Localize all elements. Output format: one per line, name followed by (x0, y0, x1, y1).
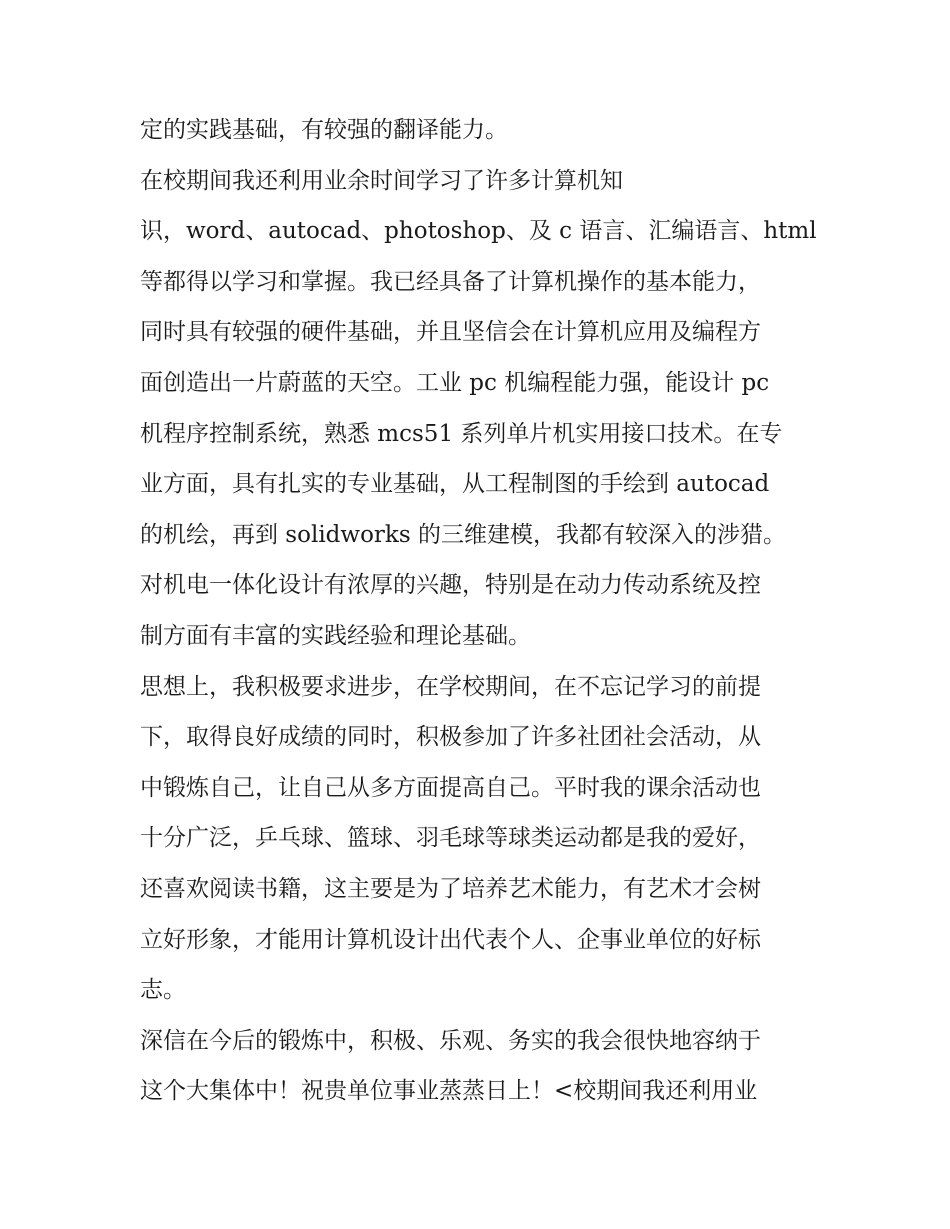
text-line: 志。 (140, 977, 186, 1004)
text-line: 下，取得良好成绩的同时，积极参加了许多社团社会活动，从 (140, 724, 761, 751)
text-line: 思想上，我积极要求进步，在学校期间，在不忘记学习的前提 (140, 673, 761, 700)
text-line: 还喜欢阅读书籍，这主要是为了培养艺术能力，有艺术才会树 (140, 875, 761, 902)
text-line: 的机绘，再到 solidworks 的三维建模，我都有较深入的涉猎。 (140, 521, 786, 548)
text-line: 识，word、autocad、photoshop、及 c 语言、汇编语言、html (140, 218, 817, 245)
text-line: 这个大集体中！祝贵单位事业蒸蒸日上！<校期间我还利用业 (140, 1078, 758, 1105)
text-line: 十分广泛，乒乓球、篮球、羽毛球等球类运动都是我的爱好， (140, 825, 761, 852)
text-line: 中锻炼自己，让自己从多方面提高自己。平时我的课余活动也 (140, 774, 761, 801)
text-line: 定的实践基础，有较强的翻译能力。 (140, 117, 508, 143)
text-line: 同时具有较强的硬件基础，并且坚信会在计算机应用及编程方 (140, 319, 761, 346)
text-line: 制方面有丰富的实践经验和理论基础。 (140, 622, 531, 649)
text-line: 立好形象，才能用计算机设计出代表个人、企事业单位的好标 (140, 926, 761, 953)
text-line: 对机电一体化设计有浓厚的兴趣，特别是在动力传动系统及控 (140, 572, 761, 599)
document-body (140, 108, 820, 1120)
text-line: 在校期间我还利用业余时间学习了许多计算机知 (140, 167, 623, 194)
text-line: 面创造出一片蔚蓝的天空。工业 pc 机编程能力强，能设计 pc (140, 369, 770, 396)
text-line: 业方面，具有扎实的专业基础，从工程制图的手绘到 autocad (140, 471, 770, 498)
text-line: 机程序控制系统，熟悉 mcs51 系列单片机实用接口技术。在专 (140, 420, 783, 447)
text-line: 等都得以学习和掌握。我已经具备了计算机操作的基本能力， (140, 268, 761, 295)
text-line: 深信在今后的锻炼中，积极、乐观、务实的我会很快地容纳于 (140, 1027, 761, 1054)
